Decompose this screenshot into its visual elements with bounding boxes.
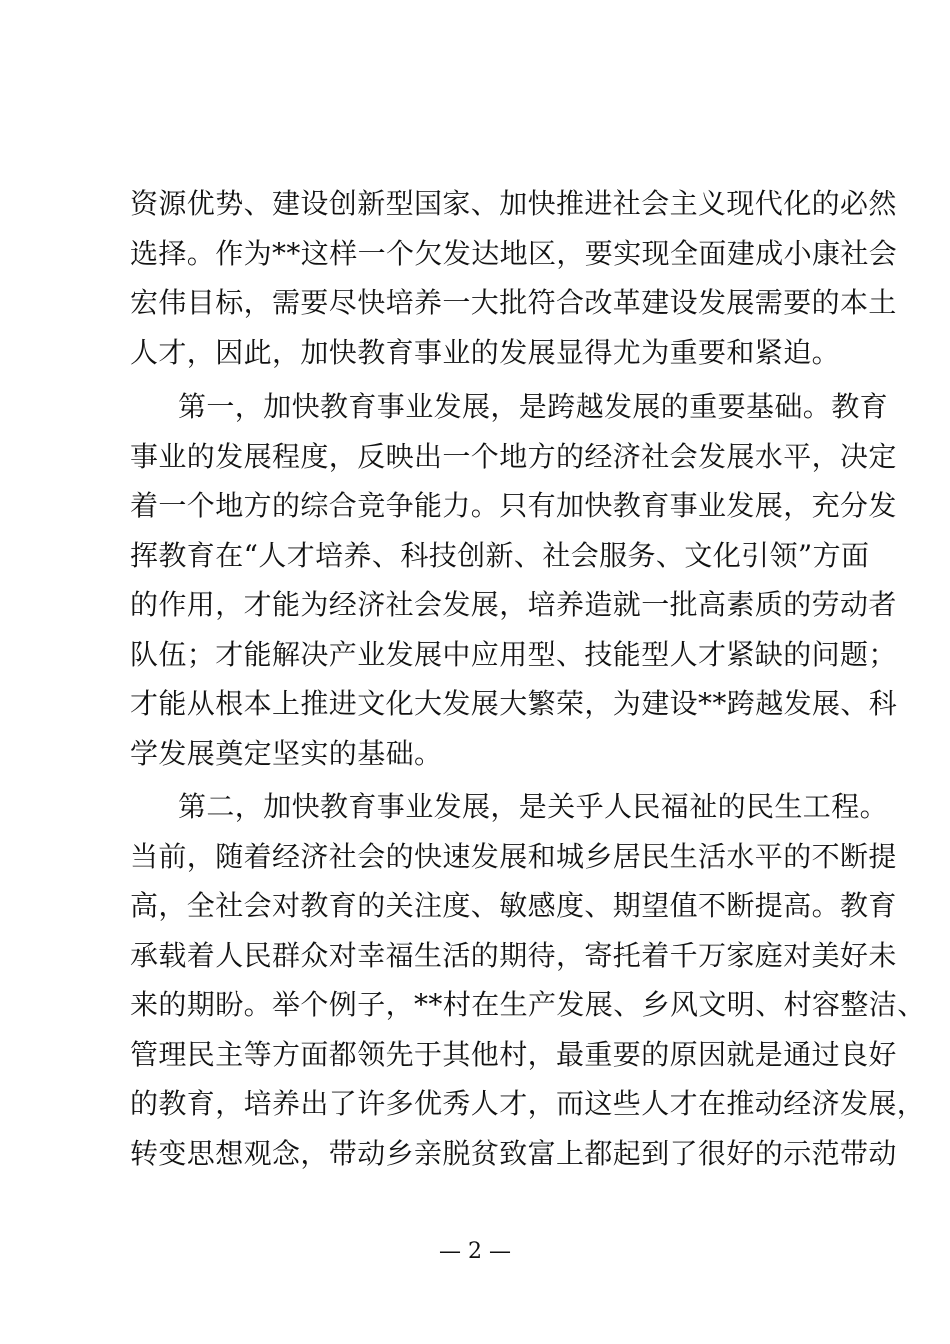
text-line: 选择。作为**这样一个欠发达地区，要实现全面建成小康社会 [130,237,898,270]
text-line: 的教育，培养出了许多优秀人才，而这些人才在推动经济发展， [130,1087,926,1120]
page-number: — 2 — [439,1239,511,1264]
text-line: 资源优势、建设创新型国家、加快推进社会主义现代化的必然 [130,187,897,220]
text-line: 人才，因此，加快教育事业的发展显得尤为重要和紧迫。 [130,336,841,369]
text-line: 的作用，才能为经济社会发展，培养造就一批高素质的劳动者 [130,588,897,621]
text-line: 挥教育在“人才培养、科技创新、社会服务、文化引领”方面 [130,539,870,572]
text-line: 当前，随着经济社会的快速发展和城乡居民生活水平的不断提 [130,840,897,873]
text-line: 转变思想观念，带动乡亲脱贫致富上都起到了很好的示范带动 [130,1137,897,1170]
text-line: 承载着人民群众对幸福生活的期待，寄托着千万家庭对美好未 [130,939,897,972]
text-line: 宏伟目标，需要尽快培养一大批符合改革建设发展需要的本土 [130,286,897,319]
text-line: 学发展奠定坚实的基础。 [130,737,443,770]
paragraph-first-line: 第一，加快教育事业发展，是跨越发展的重要基础。教育 [178,390,889,423]
text-line: 着一个地方的综合竞争能力。只有加快教育事业发展，充分发 [130,489,897,522]
text-line: 事业的发展程度，反映出一个地方的经济社会发展水平，决定 [130,440,897,473]
text-line: 才能从根本上推进文化大发展大繁荣，为建设**跨越发展、科 [130,687,898,720]
text-line: 管理民主等方面都领先于其他村，最重要的原因就是通过良好 [130,1038,897,1071]
text-line: 来的期盼。举个例子，**村在生产发展、乡风文明、村容整洁、 [130,988,926,1021]
text-line: 高，全社会对教育的关注度、敏感度、期望值不断提高。教育 [130,889,897,922]
paragraph-first-line: 第二，加快教育事业发展，是关乎人民福祉的民生工程。 [178,790,889,823]
text-line: 队伍；才能解决产业发展中应用型、技能型人才紧缺的问题； [130,638,897,671]
